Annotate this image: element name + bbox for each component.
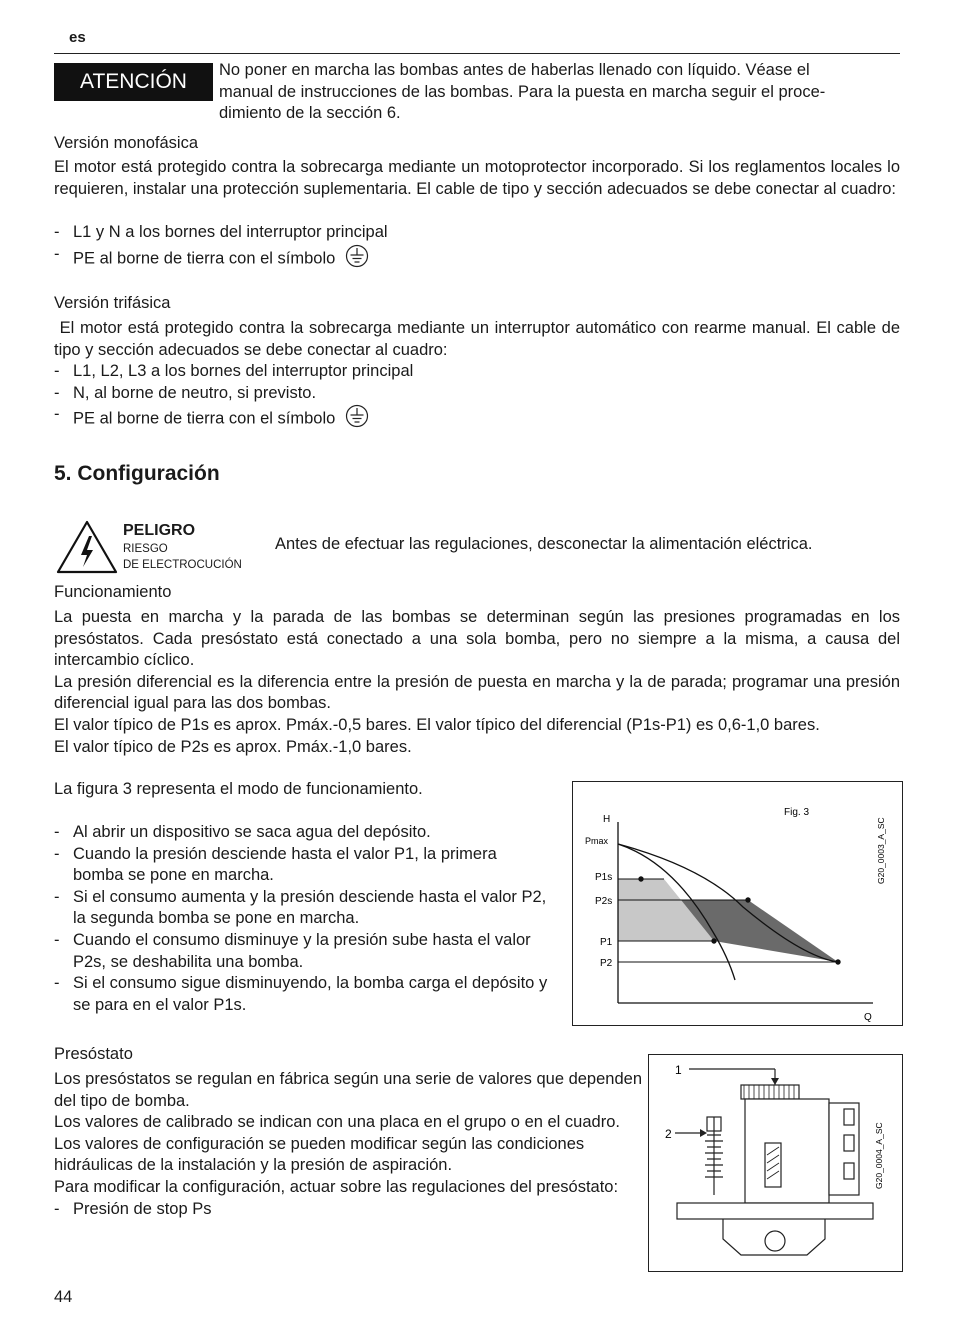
list-item — [54, 244, 900, 275]
point-p1 — [711, 938, 716, 943]
callout-arrow — [700, 1129, 707, 1137]
level-label: P2 — [600, 958, 613, 969]
base-plate — [677, 1203, 873, 1219]
attention-line: No poner en marcha las bombas antes de haberlas llenado con líquido. Véase el — [219, 61, 810, 79]
level-label: Pmax — [585, 836, 609, 846]
list-item-text: PE al borne de tierra con el símbolo — [73, 249, 336, 268]
point-p2s — [745, 897, 750, 902]
danger-subtitle — [123, 542, 242, 573]
func-title: Funcionamiento — [54, 583, 172, 601]
list-item: - Cuando la presión desciende hasta el valor P1, la primera bomba se pone en marcha. — [54, 844, 549, 887]
point-p2 — [835, 959, 840, 964]
callout-label: 2 — [665, 1127, 672, 1141]
list-item: - Presión de stop Ps — [54, 1199, 646, 1221]
point-p1s — [638, 876, 643, 881]
tri-title: Versión trifásica — [54, 294, 171, 312]
list-item: - N, al borne de neutro, si previsto. — [54, 383, 900, 405]
switch-body — [745, 1099, 829, 1203]
list-item-text: PE al borne de tierra con el símbolo — [73, 409, 336, 428]
list-item: - Si el consumo aumenta y la presión desciende hasta el valor P2, la segunda bomba se pone en marcha. — [54, 887, 549, 930]
list-item: - Al abrir un dispositivo se saca agua del depósito. — [54, 822, 549, 844]
page-number: 44 — [54, 1288, 73, 1306]
pressure-switch-drawing — [649, 1055, 902, 1271]
paragraph: Los presóstatos se regulan en fábrica según una serie de valores que dependen del tipo de bomba. — [54, 1070, 642, 1110]
paragraph: El valor típico de P2s es aprox. Pmáx.-1,0 bares. — [54, 737, 412, 756]
electric-hazard-icon — [56, 520, 118, 579]
paragraph: El valor típico de P1s es aprox. Pmáx.-0,5 bares. El valor típico del diferencial (P1s-P1) es 0,6-1,0 bares. — [54, 715, 820, 734]
figure-code: G20_0004_A_SC — [874, 1122, 884, 1189]
paragraph: Los valores de calibrado se indican con una placa en el grupo o en el cuadro. — [54, 1113, 620, 1132]
base-fitting — [723, 1219, 825, 1255]
mono-title: Versión monofásica — [54, 134, 198, 152]
paragraph: La presión diferencial es la diferencia entre la presión de puesta en marcha y la de parada; programar una presión diferencial igual para las dos bombas. — [54, 672, 900, 713]
band-p1s — [618, 879, 681, 900]
figure-3-graph — [573, 782, 902, 1025]
figure-title: Fig. 3 — [784, 807, 810, 818]
paragraph: Los valores de configuración se pueden modificar según las condiciones hidráulicas de la instalación y la presión de aspiración. — [54, 1134, 585, 1175]
base-hole — [765, 1231, 785, 1251]
danger-sub-line: DE ELECTROCUCIÓN — [123, 558, 242, 571]
x-axis-label: Q — [864, 1012, 872, 1023]
danger-title: PELIGRO — [123, 522, 196, 539]
danger-text: Antes de efectuar las regulaciones, desconectar la alimentación eléctrica. — [275, 535, 813, 553]
pres-title: Presóstato — [54, 1045, 133, 1063]
tri-list — [54, 361, 900, 435]
paragraph: La puesta en marcha y la parada de las bombas se determinan según las presiones programadas en los presóstatos. Cada presóstato está conectado a una sola bomba, pero no siempre a la misma, a causa del intercambio cíclico. — [54, 608, 900, 670]
func-list — [54, 822, 549, 1016]
func-figure-ref: La figura 3 representa el modo de funcionamiento. — [54, 780, 423, 798]
figure-code: G20_0003_A_SC — [876, 817, 886, 884]
list-item: - L1 y N a los bornes del interruptor principal — [54, 222, 900, 244]
language-code: es — [69, 29, 86, 46]
level-label: P2s — [595, 896, 613, 907]
top-knob — [741, 1085, 799, 1099]
earth-ground-icon — [345, 404, 369, 435]
danger-sub-line: RIESGO — [123, 543, 168, 555]
attention-line: manual de instrucciones de las bombas. Para la puesta en marcha seguir el proce- — [219, 82, 826, 101]
level-label: P1 — [600, 937, 613, 948]
list-item — [54, 404, 900, 435]
figure-3 — [572, 781, 903, 1026]
attention-label: ATENCIÓN — [54, 63, 213, 101]
mono-list — [54, 222, 900, 274]
section-heading: 5. Configuración — [54, 462, 220, 485]
header-rule — [54, 53, 900, 54]
attention-text — [219, 60, 909, 125]
attention-line: dimiento de la sección 6. — [219, 104, 401, 123]
callout-arrow — [771, 1078, 779, 1085]
earth-ground-icon — [345, 244, 369, 275]
callout-label: 1 — [675, 1063, 682, 1077]
list-item: - L1, L2, L3 a los bornes del interruptor principal — [54, 361, 900, 383]
y-axis-label: H — [603, 814, 611, 825]
figure-4 — [648, 1054, 903, 1272]
list-item: - Si el consumo sigue disminuyendo, la bomba carga el depósito y se para en el valor P1s. — [54, 973, 549, 1016]
list-item: - Cuando el consumo disminuye y la presión sube hasta el valor P2s, se deshabilita una bomba. — [54, 930, 549, 973]
paragraph: Para modificar la configuración, actuar sobre las regulaciones del presóstato: — [54, 1177, 619, 1196]
pres-body — [54, 1069, 646, 1220]
tri-body: El motor está protegido contra la sobrecarga mediante un interruptor automático con rearme manual. El cable de tipo y sección adecuados se debe conectar al cuadro: — [54, 319, 905, 359]
mono-body: El motor está protegido contra la sobrecarga mediante un motoprotector incorporado. Si los reglamentos locales lo requieren, instalar una protección suplementaria. El cable de tipo y sección adecuados se debe conectar al cuadro: — [54, 158, 900, 198]
func-body — [54, 607, 900, 758]
level-label: P1s — [595, 872, 613, 883]
